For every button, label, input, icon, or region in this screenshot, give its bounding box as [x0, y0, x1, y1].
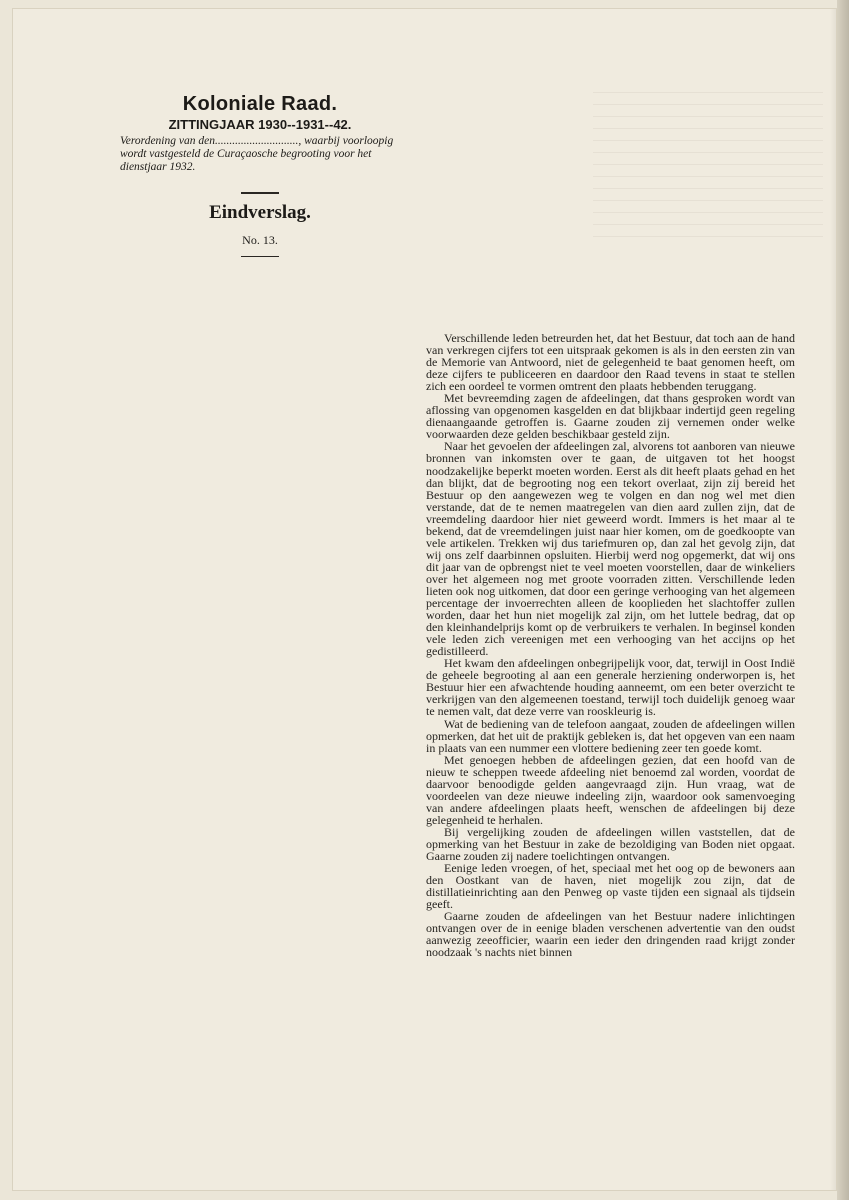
show-through-text	[593, 92, 823, 242]
paragraph: Gaarne zouden de afdeelingen van het Bestuur nadere inlichtingen ontvangen over de in eenige bladen verschenen advertentie van den oudst aanwezig zeeofficier, waarin een ieder den dringenden raad krijgt zonder noodzaak 's nachts niet binnen	[426, 909, 795, 960]
report-body	[426, 332, 795, 958]
scan-edge	[837, 0, 849, 1200]
paragraph: Met bevreemding zagen de afdeelingen, dat thans gesproken wordt van aflossing van opgenomen kasgelden en dat blijkbaar indertijd geen regeling dienaangaande getroffen is. Gaarne zouden zij vernemen onder welke voorwaarden deze gelden beschikbaar gesteld zijn.	[426, 391, 795, 442]
paragraph: Eenige leden vroegen, of het, speciaal met het oog op de bewoners aan den Oostkant van de haven, niet mogelijk zou zijn, dat de distillatieinrichting aan den Penweg op vaste tijden een signaal als tijdsein geeft.	[426, 861, 795, 912]
paragraph: Naar het gevoelen der afdeelingen zal, alvorens tot aanboren van nieuwe bronnen van inkomsten over te gaan, de uitgaven tot het hoogst noodzakelijke beperkt moeten worden. Eerst als dit heeft plaats gehad en het dan blijkt, dat de begrooting nog een tekort overlaat, zijn zij bereid het Bestuur op den aangewezen weg te volgen en dan nog wel met dien verstande, dat de te nemen maatregelen van dien aard zullen zijn, dat de vreemdeling daardoor hier niet geweerd wordt. Immers is het maar al te bekend, dat de vreemdelingen juist naar hier komen, om de goedkoopte van vele artikelen. Trekken wij dus tariefmuren op, dan zal het gevolg zijn, dat wij ons zelf daarbinnen opsluiten. Hierbij werd nog opgemerkt, dat wij ons dit jaar van de opbrengst niet te veel moeten voorstellen, daar de winkeliers over het algemeen nog met groote voorraden zitten. Verschillende leden lieten ook nog uitkomen, dat door een geringe verhooging van het algemeen percentage der invoerrechten alleen de kooplieden het slachtoffer zullen worden, daar het hun niet mogelijk zal zijn, om het luttele bedrag, dat op den kleinhandelprijs komt op de verbruikers te verhalen. In beginsel konden vele leden zich vereenigen met een verhooging van het accijns op het gedistilleerd.	[426, 439, 795, 659]
council-title: Koloniale Raad.	[182, 93, 338, 115]
document-header	[120, 92, 400, 257]
paragraph: Met genoegen hebben de afdeelingen gezien, dat een hoofd van de nieuw te scheppen tweede afdeeling niet benoemd zal worden, voordat de daarvoor benoodigde gelden aangevraagd zijn. Hun vraag, wat de voordeelen van deze nieuwe indeeling zijn, waardoor ook samenvoeging van andere afdeelingen plaats heeft, wenschen de afdeelingen bij deze gelegenheid te herhalen.	[426, 752, 795, 827]
session-year: ZITTINGJAAR 1930--1931--42.	[168, 117, 352, 132]
report-title: Eindverslag.	[209, 202, 311, 223]
document-number: No. 13.	[242, 233, 278, 247]
paragraph: Wat de bediening van de telefoon aangaat, zouden de afdeelingen willen opmerken, dat het uit de praktijk gebleken is, dat het opgeven van een naam in plaats van een nummer een vlottere bediening zeer ten goede komt.	[426, 716, 795, 755]
paragraph: Het kwam den afdeelingen onbegrijpelijk voor, dat, terwijl in Oost Indië de geheele begrooting al aan een generale herziening onderworpen is, het Bestuur hier een afwachtende houding aanneemt, om een beter overzicht te verkrijgen van den algemeenen toestand, terwijl toch duidelijk genoeg waar te nemen valt, dat deze verre van rooskleurig is.	[426, 656, 795, 719]
paragraph: Verschillende leden betreurden het, dat het Bestuur, dat toch aan de hand van verkregen cijfers tot een uitspraak gekomen is als in den eersten zin van de Memorie van Antwoord, niet de gelegenheid te baat genomen heeft, om deze cijfers te publiceeren en daardoor den Raad tevens in staat te stellen zich een oordeel te vormen omtrent den plaats hebbenden teruggang.	[426, 331, 795, 394]
divider	[241, 256, 279, 257]
paragraph: Bij vergelijking zouden de afdeelingen willen vaststellen, dat de opmerking van het Bestuur in zake de bezoldiging van Boden niet opgaat. Gaarne zouden zij nadere toelichtingen ontvangen.	[426, 824, 795, 864]
document-page	[13, 9, 836, 1190]
ordinance-description: Verordening van den............................., waarbij voorloopig wordt vastgesteld de Curaçaosche begrooting voor het dienstjaar 1932.	[120, 135, 394, 173]
divider	[241, 192, 279, 194]
